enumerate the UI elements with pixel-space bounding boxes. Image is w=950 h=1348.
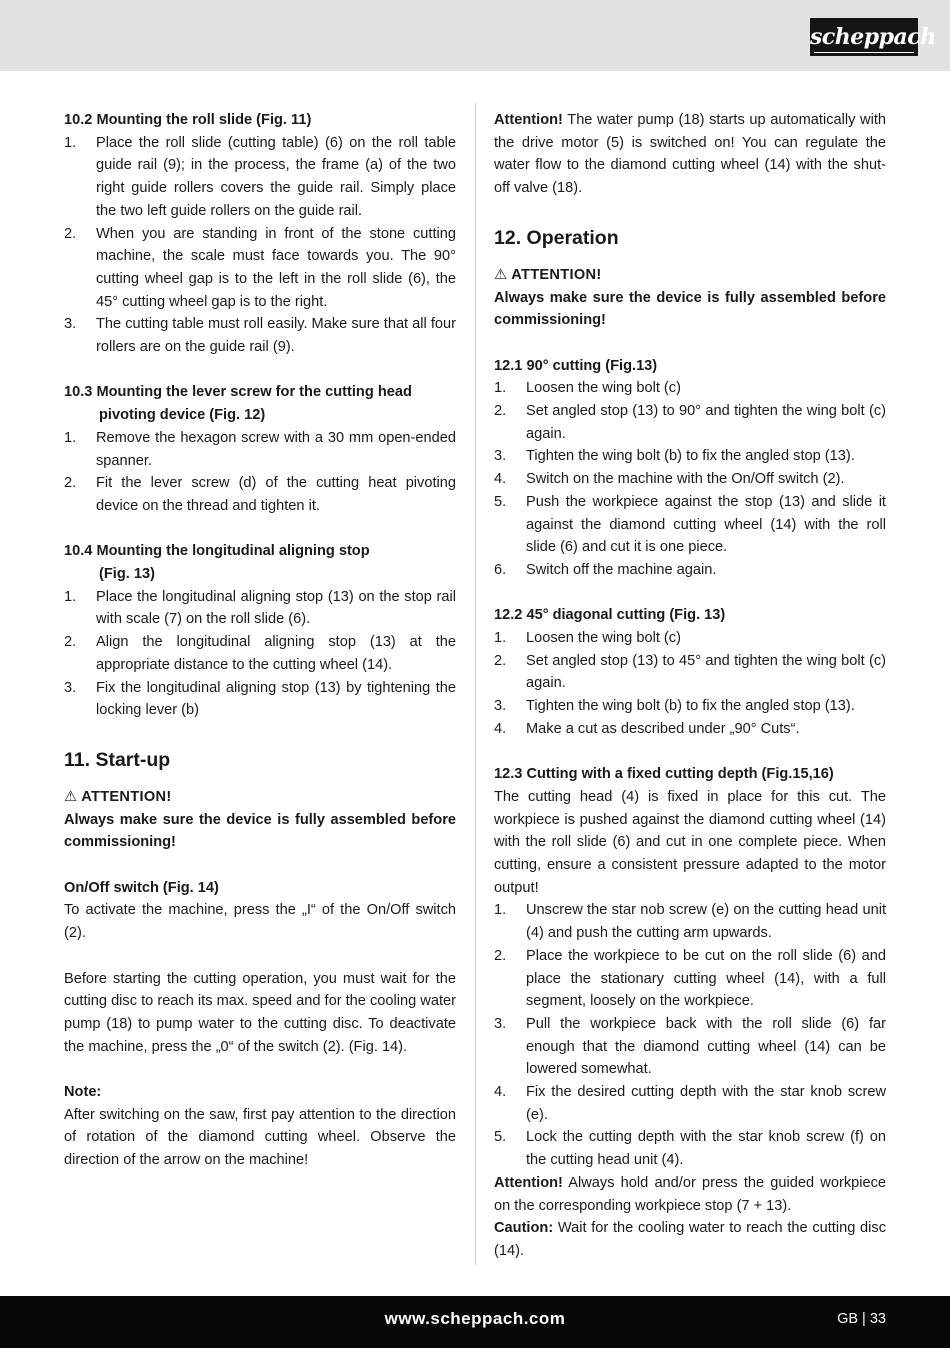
page-number: GB | 33 [837, 1311, 886, 1327]
section-12-2-list [494, 627, 886, 741]
list-item: 4. Make a cut as described under „90° Cuts“. [494, 720, 800, 737]
section-10-4-title-cont: (Fig. 13) [99, 566, 155, 583]
brand-logo: scheppach [810, 18, 918, 56]
column-divider [475, 103, 476, 1265]
list-item: 1. Place the roll slide (cutting table) (6) on the roll table guide rail (9); in the process, the frame (a) of the two right guide rollers covers the guide rail. Simply place the two left guide rollers on the guide rail. [64, 134, 456, 219]
section-10-2-list [64, 132, 456, 359]
list-item: 5. Lock the cutting depth with the star knob screw (f) on the cutting head unit (4). [494, 1129, 886, 1169]
section-12-heading: 12. Operation [494, 226, 619, 249]
warning-icon: ⚠ [64, 788, 78, 805]
note-text: After switching on the saw, first pay attention to the direction of rotation of the diamond cutting wheel. Observe the direction of the arrow on the machine! [64, 1106, 456, 1169]
list-item: 2. Set angled stop (13) to 90° and tighten the wing bolt (c) again. [494, 403, 886, 442]
section-12-2-title: 12.2 45° diagonal cutting (Fig. 13) [494, 607, 726, 624]
list-item: 2. Place the workpiece to be cut on the roll slide (6) and place the stationary cutting wheel (14), with a full segment, loosely on the workpiece. [494, 947, 886, 1010]
footer-bar [0, 1296, 950, 1348]
list-item: 2. Set angled stop (13) to 45° and tighten the wing bolt (c) again. [494, 652, 886, 692]
attention-heading: ⚠ ATTENTION! [64, 788, 172, 805]
section-10-4-list [64, 586, 456, 722]
section-10-3-list [64, 427, 456, 518]
list-item: 3. Pull the workpiece back with the roll slide (6) far enough that the diamond cutting wheel (14) can be lowered somewhat. [494, 1015, 886, 1078]
list-item: 1. Remove the hexagon screw with a 30 mm open-ended spanner. [64, 429, 456, 469]
cooling-water-caution: Caution: Wait for the cooling water to reach the cutting disc (14). [494, 1220, 886, 1259]
guided-workpiece-attention: Attention! Always hold and/or press the guided workpiece on the corresponding workpiece stop (7 + 13). [494, 1174, 886, 1214]
note-label: Note: [64, 1084, 102, 1101]
onoff-switch-text: To activate the machine, press the „I“ of the On/Off switch (2). [64, 902, 456, 942]
warning-icon: ⚠ [494, 266, 508, 283]
list-item: 3. Fix the longitudinal aligning stop (13) by tightening the locking lever (b) [64, 679, 456, 719]
list-item: 3. Tighten the wing bolt (b) to fix the angled stop (13). [494, 698, 855, 715]
website-link[interactable]: www.scheppach.com [384, 1309, 566, 1328]
section-12-3-title: 12.3 Cutting with a fixed cutting depth (Fig.15,16) [494, 766, 834, 783]
section-10-4-title: 10.4 Mounting the longitudinal aligning stop [64, 543, 370, 560]
section-12-3-list [494, 899, 886, 1171]
water-pump-attention: Attention! The water pump (18) starts up automatically with the drive motor (5) is switched on! You can regulate the water flow to the diamond cutting wheel (14) with the shut-off valve (18). [494, 112, 886, 197]
attention-text: Always make sure the device is fully assembled before commissioning! [64, 811, 456, 851]
list-item: 4. Fix the desired cutting depth with the star knob screw (e). [494, 1084, 886, 1123]
list-item: 1. Place the longitudinal aligning stop (13) on the stop rail with scale (7) on the roll slide (6). [64, 588, 456, 628]
list-item: 2. Align the longitudinal aligning stop (13) at the appropriate distance to the cutting wheel (14). [64, 634, 456, 673]
list-item: 4. Switch on the machine with the On/Off switch (2). [494, 471, 845, 488]
section-12-1-list [494, 377, 886, 581]
section-12-3-paragraph: The cutting head (4) is fixed in place for this cut. The workpiece is pushed against the diamond cutting wheel (14) with the roll slide (6) and cut in one complete piece. When cutting, ensure a consistent pressure adapted to the motor output! [494, 788, 886, 896]
onoff-switch-title: On/Off switch (Fig. 14) [64, 879, 219, 896]
header-bar [0, 0, 950, 71]
attention-text: Always make sure the device is fully assembled before commissioning! [494, 289, 886, 329]
right-column [494, 109, 886, 1263]
list-item: 1. Loosen the wing bolt (c) [494, 380, 681, 397]
section-10-3-title-cont: pivoting device (Fig. 12) [99, 407, 266, 424]
list-item: 6. Switch off the machine again. [494, 561, 717, 578]
section-10-2-title: 10.2 Mounting the roll slide (Fig. 11) [64, 112, 312, 128]
left-column [64, 109, 456, 1172]
list-item: 2. When you are standing in front of the stone cutting machine, the scale must face towards you. The 90° cutting wheel gap is to the left in the roll slide (6), the 45° cutting wheel gap is to the right. [64, 225, 456, 310]
list-item: 1. Unscrew the star nob screw (e) on the cutting head unit (4) and push the cutting arm upwards. [494, 902, 886, 942]
list-item: 3. The cutting table must roll easily. Make sure that all four rollers are on the guide rail (9). [64, 316, 456, 356]
attention-heading: ⚠ ATTENTION! [494, 266, 602, 283]
startup-paragraph: Before starting the cutting operation, you must wait for the cutting disc to reach its max. speed and for the cooling water pump (18) to pump water to the cutting disc. To deactivate the machine, press the „0“ of the switch (2). (Fig. 14). [64, 970, 456, 1055]
section-10-3-title: 10.3 Mounting the lever screw for the cutting head [64, 384, 412, 401]
section-11-heading: 11. Start-up [64, 748, 171, 771]
list-item: 1. Loosen the wing bolt (c) [494, 630, 681, 647]
list-item: 5. Push the workpiece against the stop (13) and slide it against the diamond cutting wheel (14) with the roll slide (6) and cut it is one piece. [494, 493, 886, 556]
section-12-1-title: 12.1 90° cutting (Fig.13) [494, 357, 658, 374]
list-item: 2. Fit the lever screw (d) of the cutting heat pivoting device on the thread and tighten it. [64, 475, 456, 514]
list-item: 3. Tighten the wing bolt (b) to fix the angled stop (13). [494, 448, 855, 465]
